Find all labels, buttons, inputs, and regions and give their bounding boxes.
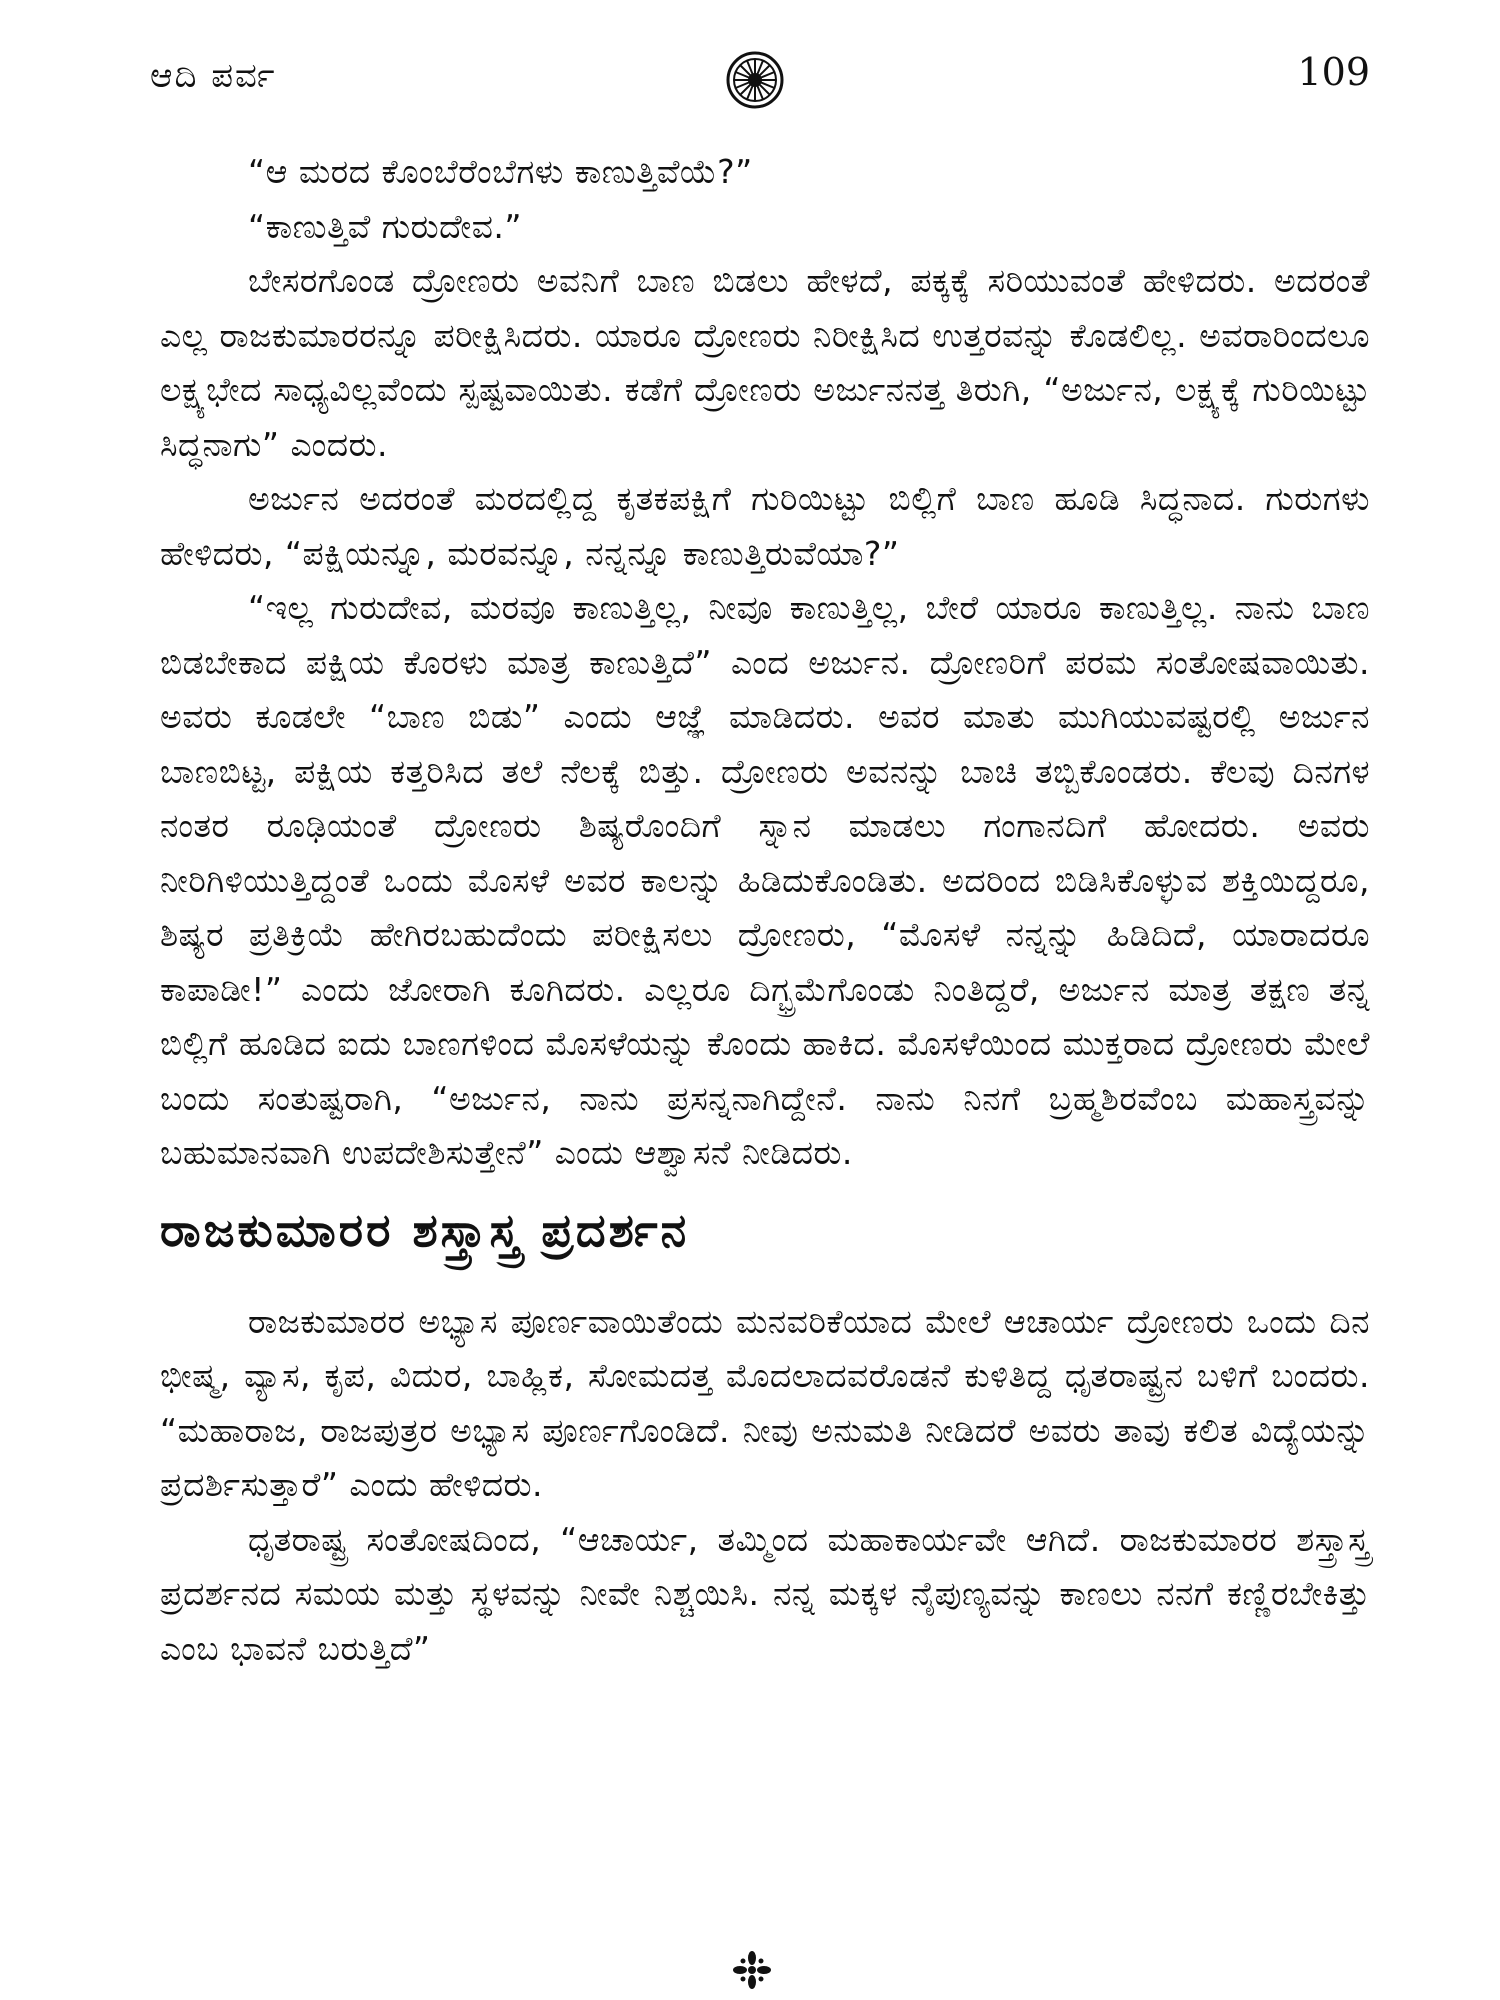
floral-ornament-icon xyxy=(732,1950,772,1990)
running-title: ಆದಿ ಪರ್ವ xyxy=(150,56,277,96)
paragraph: “ಕಾಣುತ್ತಿವೆ ಗುರುದೇವ.” xyxy=(248,206,522,246)
paragraph: “ಆ ಮರದ ಕೊಂಬೆರೆಂಬೆಗಳು ಕಾಣುತ್ತಿವೆಯೆ?” xyxy=(248,152,753,191)
paragraph: ಅರ್ಜುನ ಅದರಂತೆ ಮರದಲ್ಲಿದ್ದ ಕೃತಕಪಕ್ಷಿಗೆ ಗುರಿಯಿಟ್ಟು ಬಿಲ್ಲಿಗೆ ಬಾಣ ಹೂಡಿ ಸಿದ್ಧನಾದ. ಗುರುಗಳು ಹೇಳಿದರು, “ಪಕ್ಷಿಯನ್ನೂ, ಮರವನ್ನೂ, ನನ್ನನ್ನೂ ಕಾಣುತ್ತಿರುವೆಯಾ?” xyxy=(160,479,1370,573)
page-header xyxy=(150,50,1370,110)
paragraph: ರಾಜಕುಮಾರರ ಅಭ್ಯಾಸ ಪೂರ್ಣವಾಯಿತೆಂದು ಮನವರಿಕೆಯಾದ ಮೇಲೆ ಆಚಾರ್ಯ ದ್ರೋಣರು ಒಂದು ದಿನ ಭೀಷ್ಮ, ವ್ಯಾಸ, ಕೃಪ, ವಿದುರ, ಬಾಹ್ಲಿಕ, ಸೋಮದತ್ತ ಮೊದಲಾದವರೊಡನೆ ಕುಳಿತಿದ್ದ ಧೃತರಾಷ್ಟ್ರನ ಬಳಿಗೆ ಬಂದರು. “ಮಹಾರಾಜ, ರಾಜಪುತ್ರರ ಅಭ್ಯಾಸ ಪೂರ್ಣಗೊಂಡಿದೆ. ನೀವು ಅನುಮತಿ ನೀಡಿದರೆ ಅವರು ತಾವು ಕಲಿತ ವಿದ್ಯೆಯನ್ನು ಪ್ರದರ್ಶಿಸುತ್ತಾರೆ” ಎಂದು ಹೇಳಿದರು. xyxy=(160,1301,1370,1504)
page-number: 109 xyxy=(1297,50,1370,94)
paragraph: ಬೇಸರಗೊಂಡ ದ್ರೋಣರು ಅವನಿಗೆ ಬಾಣ ಬಿಡಲು ಹೇಳದೆ, ಪಕ್ಕಕ್ಕೆ ಸರಿಯುವಂತೆ ಹೇಳಿದರು. ಅದರಂತೆ ಎಲ್ಲ ರಾಜಕುಮಾರರನ್ನೂ ಪರೀಕ್ಷಿಸಿದರು. ಯಾರೂ ದ್ರೋಣರು ನಿರೀಕ್ಷಿಸಿದ ಉತ್ತರವನ್ನು ಕೊಡಲಿಲ್ಲ. ಅವರಾರಿಂದಲೂ ಲಕ್ಷ್ಯಭೇದ ಸಾಧ್ಯವಿಲ್ಲವೆಂದು ಸ್ಪಷ್ಟವಾಯಿತು. ಕಡೆಗೆ ದ್ರೋಣರು ಅರ್ಜುನನತ್ತ ತಿರುಗಿ, “ಅರ್ಜುನ, ಲಕ್ಷ್ಯಕ್ಕೆ ಗುರಿಯಿಟ್ಟು ಸಿದ್ಧನಾಗು” ಎಂದರು. xyxy=(160,261,1370,464)
paragraph: ಧೃತರಾಷ್ಟ್ರ ಸಂತೋಷದಿಂದ, “ಆಚಾರ್ಯ, ತಮ್ಮಿಂದ ಮಹಾಕಾರ್ಯವೇ ಆಗಿದೆ. ರಾಜಕುಮಾರರ ಶಸ್ತ್ರಾಸ್ತ್ರ ಪ್ರದರ್ಶನದ ಸಮಯ ಮತ್ತು ಸ್ಥಳವನ್ನು ನೀವೇ ನಿಶ್ಚಯಿಸಿ. ನನ್ನ ಮಕ್ಕಳ ನೈಪುಣ್ಯವನ್ನು ಕಾಣಲು ನನಗೆ ಕಣ್ಣಿರಬೇಕಿತ್ತು ಎಂಬ ಭಾವನೆ ಬರುತ್ತಿದೆ” xyxy=(160,1519,1370,1668)
paragraph: “ಇಲ್ಲ ಗುರುದೇವ, ಮರವೂ ಕಾಣುತ್ತಿಲ್ಲ, ನೀವೂ ಕಾಣುತ್ತಿಲ್ಲ, ಬೇರೆ ಯಾರೂ ಕಾಣುತ್ತಿಲ್ಲ. ನಾನು ಬಾಣ ಬಿಡಬೇಕಾದ ಪಕ್ಷಿಯ ಕೊರಳು ಮಾತ್ರ ಕಾಣುತ್ತಿದೆ” ಎಂದ ಅರ್ಜುನ. ದ್ರೋಣರಿಗೆ ಪರಮ ಸಂತೋಷವಾಯಿತು. ಅವರು ಕೂಡಲೇ “ಬಾಣ ಬಿಡು” ಎಂದು ಆಜ್ಞೆ ಮಾಡಿದರು. ಅವರ ಮಾತು ಮುಗಿಯುವಷ್ಟರಲ್ಲಿ ಅರ್ಜುನ ಬಾಣಬಿಟ್ಟ, ಪಕ್ಷಿಯ ಕತ್ತರಿಸಿದ ತಲೆ ನೆಲಕ್ಕೆ ಬಿತ್ತು. ದ್ರೋಣರು ಅವನನ್ನು ಬಾಚಿ ತಬ್ಬಿಕೊಂಡರು. ಕೆಲವು ದಿನಗಳ ನಂತರ ರೂಢಿಯಂತೆ ದ್ರೋಣರು ಶಿಷ್ಯರೊಂದಿಗೆ ಸ್ನಾನ ಮಾಡಲು ಗಂಗಾನದಿಗೆ ಹೋದರು. ಅವರು ನೀರಿಗಿಳಿಯುತ್ತಿದ್ದಂತೆ ಒಂದು ಮೊಸಳೆ ಅವರ ಕಾಲನ್ನು ಹಿಡಿದುಕೊಂಡಿತು. ಅದರಿಂದ ಬಿಡಿಸಿಕೊಳ್ಳುವ ಶಕ್ತಿಯಿದ್ದರೂ, ಶಿಷ್ಯರ ಪ್ರತಿಕ್ರಿಯೆ ಹೇಗಿರಬಹುದೆಂದು ಪರೀಕ್ಷಿಸಲು ದ್ರೋಣರು, “ಮೊಸಳೆ ನನ್ನನ್ನು ಹಿಡಿದಿದೆ, ಯಾರಾದರೂ ಕಾಪಾಡೀ!” ಎಂದು ಜೋರಾಗಿ ಕೂಗಿದರು. ಎಲ್ಲರೂ ದಿಗ್ಭ್ರಮೆಗೊಂಡು ನಿಂತಿದ್ದರೆ, ಅರ್ಜುನ ಮಾತ್ರ ತಕ್ಷಣ ತನ್ನ ಬಿಲ್ಲಿಗೆ ಹೂಡಿದ ಐದು ಬಾಣಗಳಿಂದ ಮೊಸಳೆಯನ್ನು ಕೊಂದು ಹಾಕಿದ. ಮೊಸಳೆಯಿಂದ ಮುಕ್ತರಾದ ದ್ರೋಣರು ಮೇಲೆ ಬಂದು ಸಂತುಷ್ಟರಾಗಿ, “ಅರ್ಜುನ, ನಾನು ಪ್ರಸನ್ನನಾಗಿದ್ದೇನೆ. ನಾನು ನಿನಗೆ ಬ್ರಹ್ಮಶಿರವೆಂಬ ಮಹಾಸ್ತ್ರವನ್ನು ಬಹುಮಾನವಾಗಿ ಉಪದೇಶಿಸುತ್ತೇನೆ” ಎಂದು ಆಶ್ವಾಸನೆ ನೀಡಿದರು. xyxy=(160,588,1370,1172)
chakra-wheel-icon xyxy=(725,50,785,110)
page-body xyxy=(160,145,1370,1676)
section-heading: ರಾಜಕುಮಾರರ ಶಸ್ತ್ರಾಸ್ತ್ರ ಪ್ರದರ್ಶನ xyxy=(160,1202,690,1257)
